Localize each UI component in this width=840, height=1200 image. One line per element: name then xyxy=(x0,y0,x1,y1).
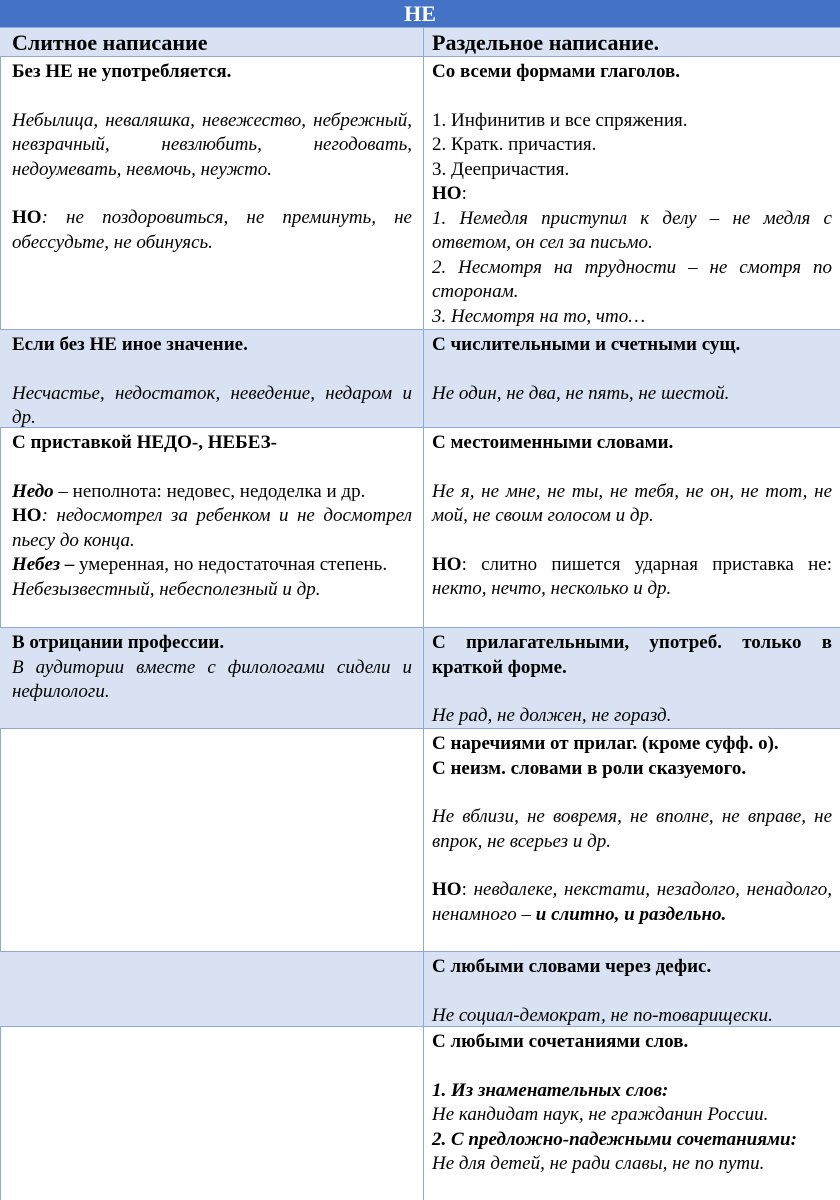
column-divider xyxy=(423,27,424,1200)
row2-left-examples: Несчастье, недостаток, неведение, недаром и др. xyxy=(12,382,412,428)
nedo-text: – неполнота: недовес, недоделка и др. xyxy=(53,480,366,502)
table-row xyxy=(0,728,840,951)
exception-item: 3. Несмотря на то, что… xyxy=(432,305,646,327)
header-left: Слитное написание xyxy=(12,30,208,55)
row5-right-heading2: С неизм. словами в роли сказуемого. xyxy=(432,757,747,779)
row6-right-cell xyxy=(432,952,832,1026)
row2-right-examples: Не один, не два, не пять, не шестой. xyxy=(432,382,730,404)
row5-right-examples: Не вблизи, не вовремя, не вполне, не вправе, не впрок, не всерьез и др. xyxy=(432,806,832,852)
row7-right-cell xyxy=(432,1027,832,1200)
note-colon: : xyxy=(461,183,467,204)
table-row xyxy=(0,427,840,627)
row3-right-note xyxy=(432,553,832,602)
note-text: : слитно пишется ударная приставка не: xyxy=(461,553,832,575)
row3-right-cell xyxy=(432,428,832,627)
row4-left-heading: В отрицании профессии. xyxy=(12,632,225,653)
nebez-line xyxy=(12,553,412,578)
row5-left-cell xyxy=(12,729,412,951)
row5-right-heading1: С наречиями от прилаг. (кроме суфф. о). xyxy=(432,733,779,754)
row6-right-examples: Не социал-демократ, не по-товарищески. xyxy=(432,1004,773,1026)
note-colon: : xyxy=(461,879,467,900)
row1-left-note xyxy=(12,206,412,255)
row3-left-note xyxy=(12,504,412,553)
row4-left-examples: В аудитории вместе с филологами сидели и нефилологи. xyxy=(12,656,412,702)
row7-left-cell xyxy=(12,1027,412,1200)
table-row xyxy=(0,56,840,329)
row6-left-cell xyxy=(12,952,412,1026)
row1-right-heading: Со всеми формами глаголов. xyxy=(432,61,681,82)
note-label: НО xyxy=(432,553,462,575)
row1-right-note xyxy=(432,182,832,207)
nedo-label: Недо xyxy=(12,480,54,502)
note-bold: и слитно, и раздельно. xyxy=(535,903,727,925)
row3-right-heading: С местоименными словами. xyxy=(432,432,674,453)
row2-right-heading: С числительными и счетными сущ. xyxy=(432,334,741,355)
row4-right-heading: С прилагательными, употреб. только в краткой форме. xyxy=(432,632,832,678)
header-right: Раздельное написание. xyxy=(432,30,660,55)
table-row xyxy=(0,1026,840,1200)
row6-right-heading: С любыми словами через дефис. xyxy=(432,956,712,977)
table-row xyxy=(0,951,840,1026)
row1-left-heading: Без НЕ не употребляется. xyxy=(12,61,232,82)
note-label: НО xyxy=(432,183,462,204)
note-label: НО xyxy=(12,207,42,228)
row4-right-cell xyxy=(432,628,832,728)
nebez-examples: Небезызвестный, небесполезный и др. xyxy=(12,578,321,600)
note-examples: невдалеке, некстати, незадолго, ненадолго, ненамного – xyxy=(432,879,832,925)
row5-right-cell xyxy=(432,729,832,951)
row3-left-cell xyxy=(12,428,412,627)
exception-item: 2. Несмотря на трудности – не смотря по сторонам. xyxy=(432,256,832,302)
list-item: 3. Деепричастия. xyxy=(432,158,570,180)
row2-left-heading: Если без НЕ иное значение. xyxy=(12,334,248,355)
row7-sub1-examples: Не кандидат наук, не гражданин России. xyxy=(432,1104,769,1125)
table-row xyxy=(0,329,840,427)
row7-sub2-examples: Не для детей, не ради славы, не по пути. xyxy=(432,1153,765,1174)
row7-sub2: 2. С предложно-падежными сочетаниями: xyxy=(432,1128,797,1150)
table-row xyxy=(0,627,840,728)
row1-right-cell xyxy=(432,57,832,329)
row7-sub1: 1. Из знаменательных слов: xyxy=(432,1079,669,1101)
row7-right-heading: С любыми сочетаниями слов. xyxy=(432,1031,689,1052)
note-label: НО xyxy=(12,505,42,526)
note-examples: некто, нечто, несколько и др. xyxy=(432,578,672,599)
row4-left-cell xyxy=(12,628,412,728)
exception-item: 1. Немедля приступил к делу – не медля с ответом, он сел за письмо. xyxy=(432,207,832,253)
row5-right-note xyxy=(432,878,832,927)
header-row xyxy=(0,27,840,56)
row3-left-heading: С приставкой НЕДО-, НЕБЕЗ- xyxy=(12,432,277,453)
nedo-line xyxy=(12,480,412,505)
row1-left-cell xyxy=(12,57,412,329)
note-text: : не поздоровиться, не преминуть, не обессудьте, не обинуясь. xyxy=(12,207,412,253)
note-text: : недосмотрел за ребенком и не досмотрел пьесу до конца. xyxy=(12,505,412,551)
row4-right-examples: Не рад, не должен, не горазд. xyxy=(432,705,672,726)
row3-right-examples: Не я, не мне, не ты, не тебя, не он, не тот, не мой, не своим голосом и др. xyxy=(432,480,832,526)
nebez-label: Небез xyxy=(12,554,61,575)
list-item: 1. Инфинитив и все спряжения. xyxy=(432,109,688,131)
nebez-text: умеренная, но недостаточная степень. xyxy=(74,554,388,575)
table-title: НЕ xyxy=(0,0,840,27)
note-label: НО xyxy=(432,879,462,900)
nebez-dash: – xyxy=(60,554,75,575)
row1-left-examples: Небылица, неваляшка, невежество, небрежный, невзрачный, невзлюбить, негодовать, недоумевать, невмочь, неужто. xyxy=(12,109,412,180)
list-item: 2. Кратк. причастия. xyxy=(432,134,597,155)
row2-left-cell xyxy=(12,330,412,427)
row2-right-cell xyxy=(432,330,832,427)
